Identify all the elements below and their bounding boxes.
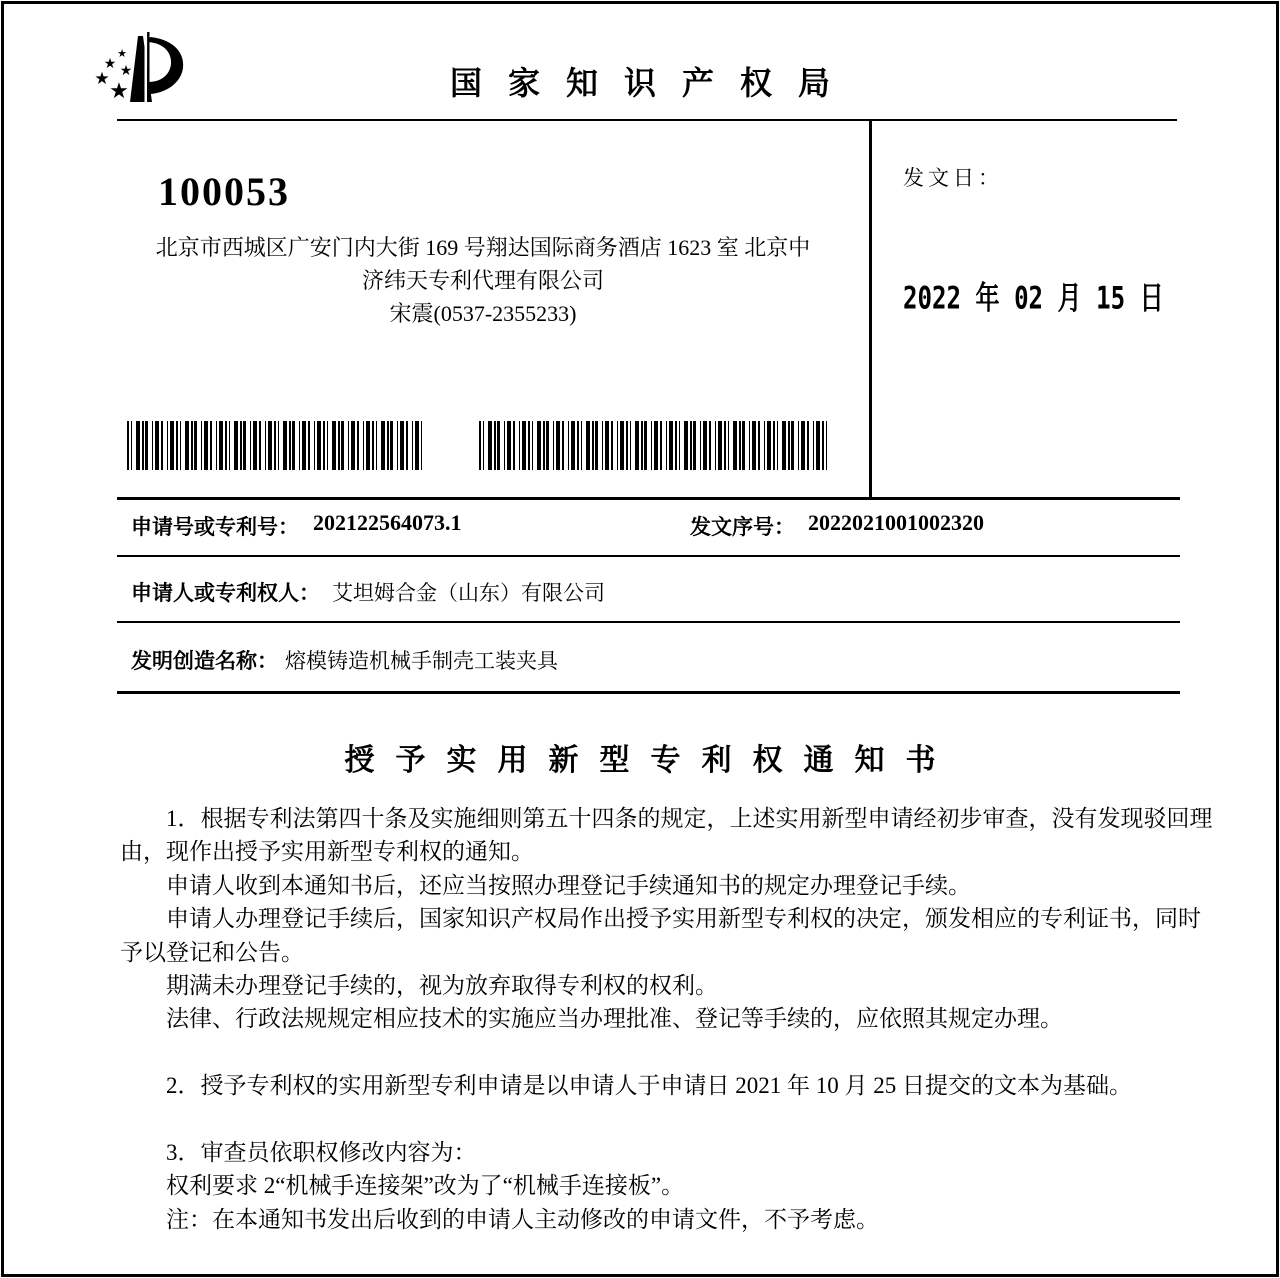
applicant-label: 申请人或专利权人： bbox=[131, 582, 320, 605]
postal-code: 100053 bbox=[158, 169, 290, 214]
notice-title: 授予实用新型专利权通知书 bbox=[344, 744, 957, 777]
body-line: 法律、行政法规规定相应技术的实施应当办理批准、登记等手续的，应依照其规定办理。 bbox=[166, 1006, 1063, 1032]
application-number-value: 202122564073.1 bbox=[313, 510, 462, 535]
svg-text:★: ★ bbox=[117, 48, 127, 60]
body-line: 2．授予专利权的实用新型专利申请是以申请人于申请日 2021 年 10 月 25 日提交的文本为基础。 bbox=[166, 1073, 1132, 1099]
body-line: 期满未办理登记手续的，视为放弃取得专利权的权利。 bbox=[166, 973, 718, 999]
dispatch-date-value: 2022 年 02 月 15 日 bbox=[903, 279, 1164, 317]
body-line: 由，现作出授予实用新型专利权的通知。 bbox=[120, 839, 534, 865]
body-line: 申请人收到本通知书后，还应当按照办理登记手续通知书的规定办理登记手续。 bbox=[166, 872, 971, 898]
invention-name-value: 熔模铸造机械手制壳工装夹具 bbox=[285, 649, 558, 673]
svg-text:★: ★ bbox=[103, 57, 117, 72]
barcode-left bbox=[127, 421, 422, 470]
header-rule bbox=[117, 119, 1177, 121]
body-line: 予以登记和公告。 bbox=[120, 939, 304, 965]
application-number-label: 申请号或专利号： bbox=[131, 516, 299, 539]
agency-title: 国家知识产权局 bbox=[449, 65, 856, 101]
serial-number-label: 发文序号： bbox=[690, 516, 795, 539]
table-rule-1 bbox=[117, 497, 1180, 500]
table-rule-4 bbox=[117, 691, 1180, 694]
recipient-address bbox=[120, 231, 846, 330]
serial-number-value: 2022021001002320 bbox=[808, 510, 984, 535]
svg-text:★: ★ bbox=[109, 78, 129, 103]
table-rule-3 bbox=[117, 621, 1180, 623]
recipient-address-line1: 北京市西城区广安门内大街 169 号翔达国际商务酒店 1623 室 北京中 bbox=[155, 235, 811, 260]
table-rule-2 bbox=[117, 555, 1180, 557]
svg-text:★: ★ bbox=[94, 69, 110, 88]
body-line: 3．审查员依职权修改内容为： bbox=[166, 1140, 477, 1166]
recipient-contact: 宋震(0537-2355233) bbox=[389, 301, 577, 326]
body-line: 权利要求 2“机械手连接架”改为了“机械手连接板”。 bbox=[166, 1173, 685, 1199]
body-line: 注：在本通知书发出后收到的申请人主动修改的申请文件，不予考虑。 bbox=[166, 1206, 879, 1232]
body-line: 1．根据专利法第四十条及实施细则第五十四条的规定，上述实用新型申请经初步审查，没有发现驳回理 bbox=[166, 806, 1213, 831]
body-line: 申请人办理登记手续后，国家知识产权局作出授予实用新型专利权的决定，颁发相应的专利证书，同时 bbox=[166, 906, 1201, 932]
dispatch-date-label: 发文日： bbox=[903, 166, 1003, 190]
notice-body bbox=[120, 802, 1213, 1236]
barcode-right bbox=[479, 421, 828, 470]
dispatch-panel-divider bbox=[869, 119, 872, 500]
applicant-value: 艾坦姆合金（山东）有限公司 bbox=[332, 581, 605, 605]
recipient-address-line2: 济纬天专利代理有限公司 bbox=[361, 268, 604, 293]
invention-name-label: 发明创造名称： bbox=[131, 650, 278, 673]
svg-text:★: ★ bbox=[119, 64, 133, 79]
